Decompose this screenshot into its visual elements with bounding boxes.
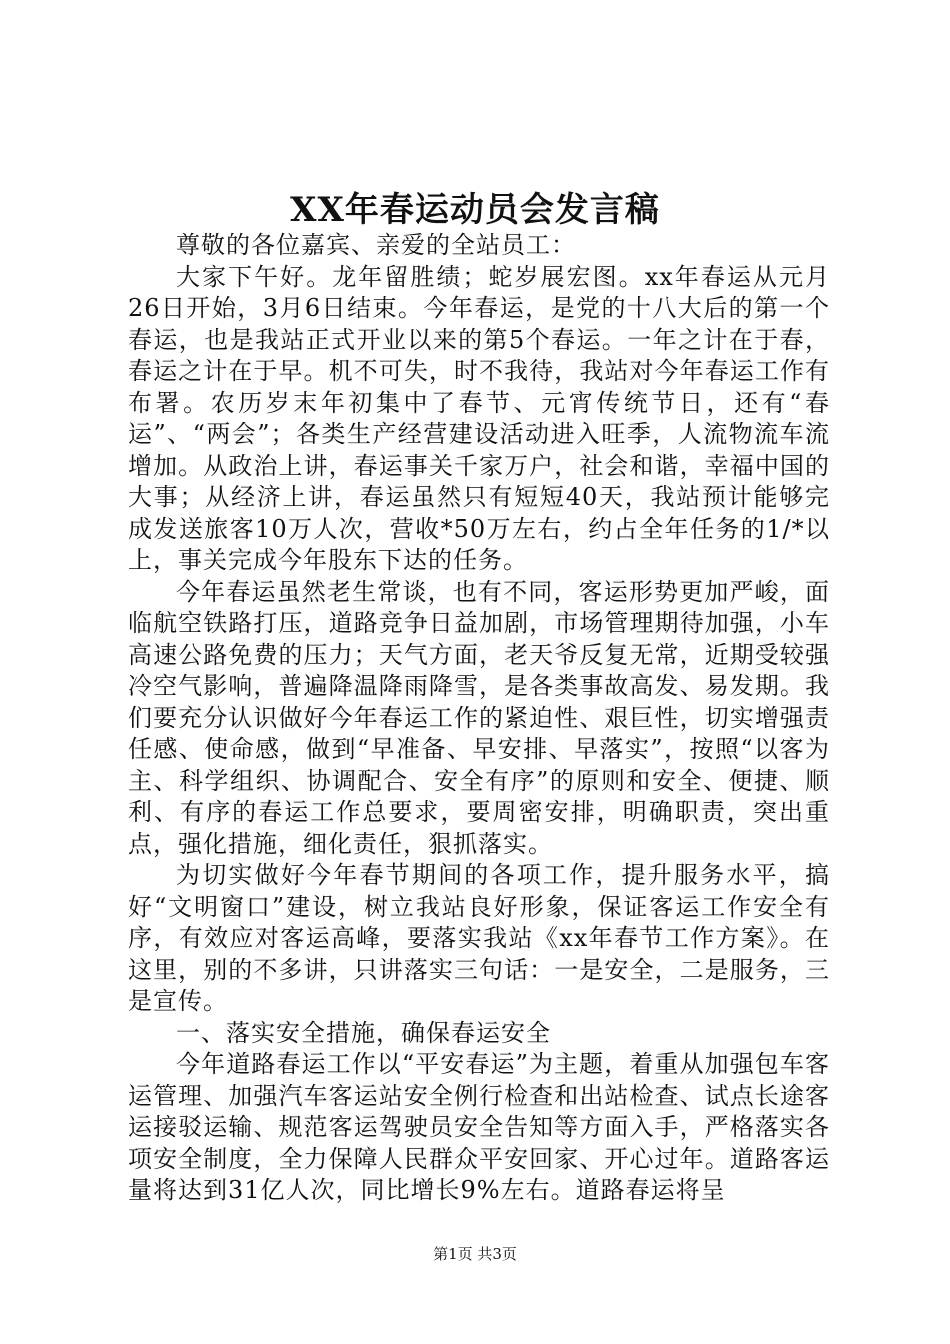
page-number: 第1页 共3页 [433, 1245, 517, 1263]
section-heading: 一、落实安全措施，确保春运安全 [176, 1018, 551, 1047]
body-paragraph: 今年春运虽然老生常谈，也有不同，客运形势更加严峻，面临航空铁路打压，道路竞争日益加剧，市场管理期待加强，小车高速公路免费的压力；天气方面，老天爷反复无常，近期受较强冷空气影响，普遍降温降雨降雪，是各类事故高发、易发期。我们要充分认识做好今年春运工作的紧迫性、艰巨性，切实增强责任感、使命感，做到“早准备、早安排、早落实”，按照“以客为主、科学组织、协调配合、安全有序”的原则和安全、便捷、顺利、有序的春运工作总要求，要周密安排，明确职责，突出重点，强化措施，细化责任，狠抓落实。 [128, 577, 830, 858]
body-paragraph: 大家下午好。龙年留胜绩；蛇岁展宏图。xx年春运从元月26日开始，3月6日结束。今年春运，是党的十八大后的第一个春运，也是我站正式开业以来的第5个春运。一年之计在于春，春运之计在于早。机不可失，时不我待，我站对今年春运工作有布署。农历岁末年初集中了春节、元宵传统节日，还有“春运”、“两会”；各类生产经营建设活动进入旺季，人流物流车流增加。从政治上讲，春运事关千家万户，社会和谐，幸福中国的大事；从经济上讲，春运虽然只有短短40天，我站预计能够完成发送旅客10万人次，营收*50万左右，约占全年任务的1/*以上，事关完成今年股东下达的任务。 [128, 262, 830, 574]
salutation-paragraph: 尊敬的各位嘉宾、亲爱的全站员工： [176, 231, 576, 259]
body-paragraph: 今年道路春运工作以“平安春运”为主题，着重从加强包车客运管理、加强汽车客运站安全例行检查和出站检查、试点长途客运接驳运输、规范客运驾驶员安全告知等方面入手，严格落实各项安全制度，全力保障人民群众平安回家、开心过年。道路客运量将达到31亿人次，同比增长9%左右。道路春运将呈 [128, 1050, 830, 1204]
document-body [128, 230, 830, 1207]
body-paragraph: 为切实做好今年春节期间的各项工作，提升服务水平，搞好“文明窗口”建设，树立我站良好形象，保证客运工作安全有序，有效应对客运高峰，要落实我站《xx年春节工作方案》。在这里，别的不多讲，只讲落实三句话：一是安全，二是服务，三是宣传。 [128, 861, 830, 1015]
document-title: XX年春运动员会发言稿 [290, 190, 660, 230]
